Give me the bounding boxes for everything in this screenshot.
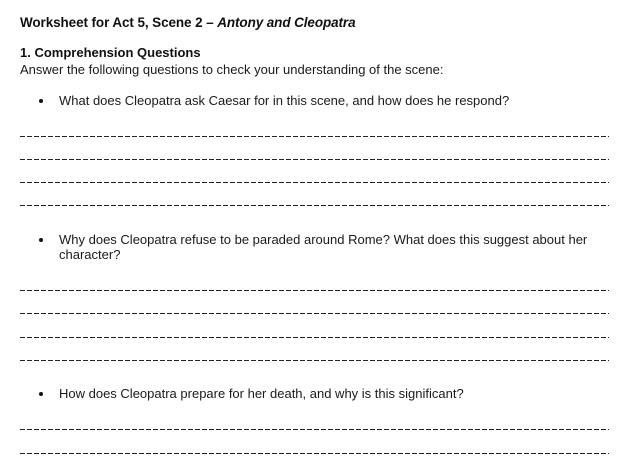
title-work: Antony and Cleopatra [217, 15, 356, 30]
answer-line-q2-4[interactable] [20, 360, 609, 361]
bullet-icon [39, 392, 43, 396]
answer-line-q2-3[interactable] [20, 337, 609, 338]
bullet-icon [39, 238, 43, 242]
answer-line-q1-1[interactable] [20, 136, 609, 137]
question-2: Why does Cleopatra refuse to be paraded around Rome? What does this suggest about her character? [59, 232, 588, 262]
answer-line-q1-4[interactable] [20, 205, 609, 206]
title-prefix: Worksheet for Act 5, Scene 2 – [20, 15, 218, 30]
answer-line-q1-2[interactable] [20, 159, 609, 160]
answer-line-q1-3[interactable] [20, 182, 609, 183]
answer-line-q2-2[interactable] [20, 313, 609, 314]
section-instructions: Answer the following questions to check your understanding of the scene: [20, 62, 444, 77]
answer-line-q3-2[interactable] [20, 453, 609, 454]
bullet-icon [39, 99, 43, 103]
answer-line-q2-1[interactable] [20, 290, 609, 291]
section-heading: 1. Comprehension Questions [20, 45, 201, 60]
worksheet-title [20, 15, 356, 30]
question-1: What does Cleopatra ask Caesar for in this scene, and how does he respond? [59, 93, 510, 108]
answer-line-q3-1[interactable] [20, 429, 609, 430]
question-3: How does Cleopatra prepare for her death, and why is this significant? [59, 386, 464, 401]
